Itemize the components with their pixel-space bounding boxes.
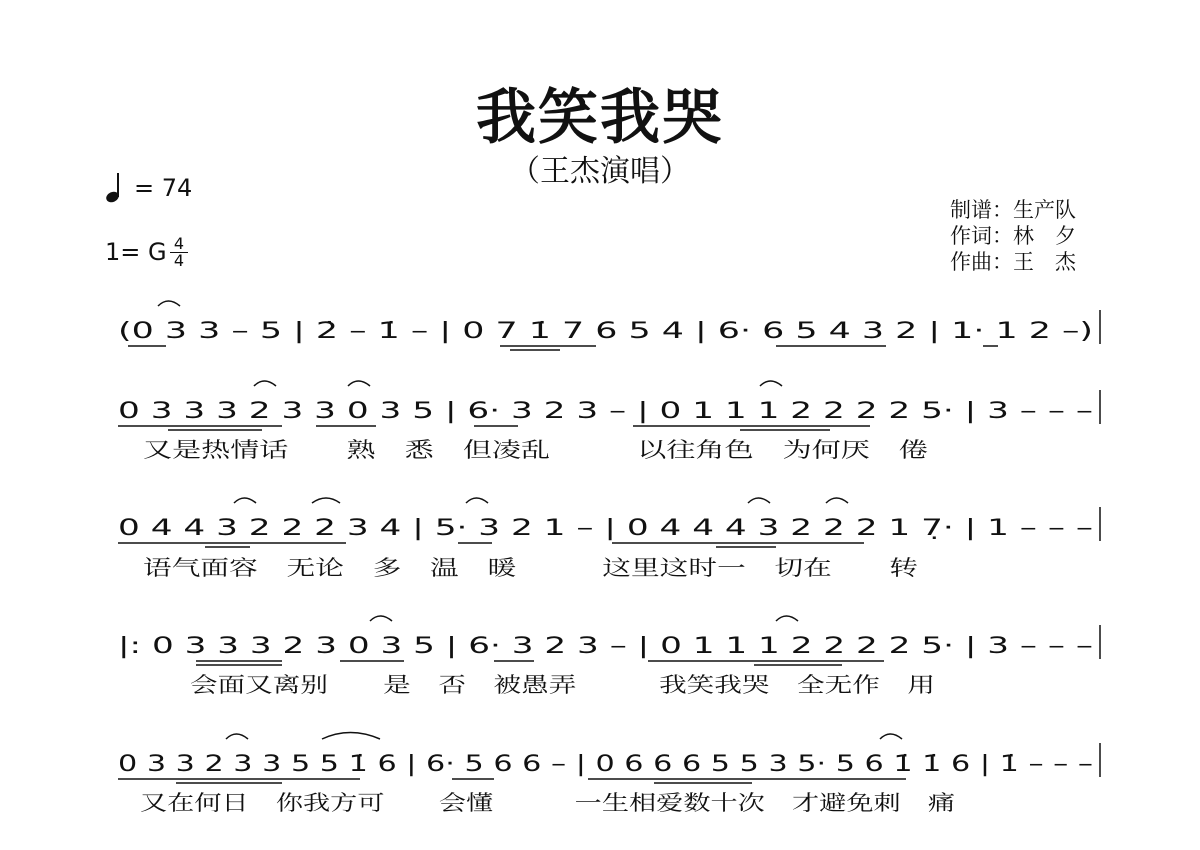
lyrics-row-5: 又在何日 你我方可 会懂 一生相爱数十次 才避免刺 痛 xyxy=(140,791,955,815)
notation-row-5: 0 3 3 2 3 3 5 5 1̇ 6 | 6· 5 6 6 – | 0 6 6 6 5 5 3 5· 5 6 1̇ 1̇ 6 | 1̇ – – – xyxy=(118,752,1093,777)
time-signature-top: 4 xyxy=(173,234,185,253)
credit-lyricist: 作词：林 夕 xyxy=(950,224,1076,248)
credit-composer: 作曲：王 杰 xyxy=(950,250,1076,274)
time-signature-bottom: 4 xyxy=(170,252,188,269)
notation-row-3: 0 4 4 3 2 2 2 3 4 | 5· 3 2 1 – | 0 4 4 4 3 2 2 2 1 7̣· | 1 – – – xyxy=(118,516,1093,541)
notation-row-4: |: 0 3 3 3 2 3 0 3 5 | 6· 3 2 3 – | 0 1 1 1 2 2 2 2 5· | 3 – – – xyxy=(118,634,1093,659)
song-title: 我笑我哭 xyxy=(476,83,724,153)
lyrics-row-2: 又是热情话 熟 悉 但凌乱 以往角色 为何厌 倦 xyxy=(143,438,928,462)
notation-row-1: (0 3 3 – 5 | 2̇ – 1̇ – | 0 7 1̇ 7 6 5 4 | 6· 6 5 4 3 2 | 1· 1 2 –) xyxy=(118,319,1093,344)
key-signature: 1= G xyxy=(105,238,167,266)
lyrics-row-3: 语气面容 无论 多 温 暖 这里这时一 切在 转 xyxy=(143,556,918,580)
tempo-value: = 74 xyxy=(134,174,193,202)
notation-row-2: 0 3 3 3 2 3 3 0 3 5 | 6· 3 2 3 – | 0 1 1 1 2 2 2 2 5· | 3 – – – xyxy=(118,399,1093,424)
credit-arranger: 制谱：生产队 xyxy=(950,198,1076,222)
lyrics-row-4: 会面又离别 是 否 被愚弄 我笑我哭 全无作 用 xyxy=(190,673,935,697)
song-subtitle: （王杰演唱） xyxy=(510,154,690,189)
